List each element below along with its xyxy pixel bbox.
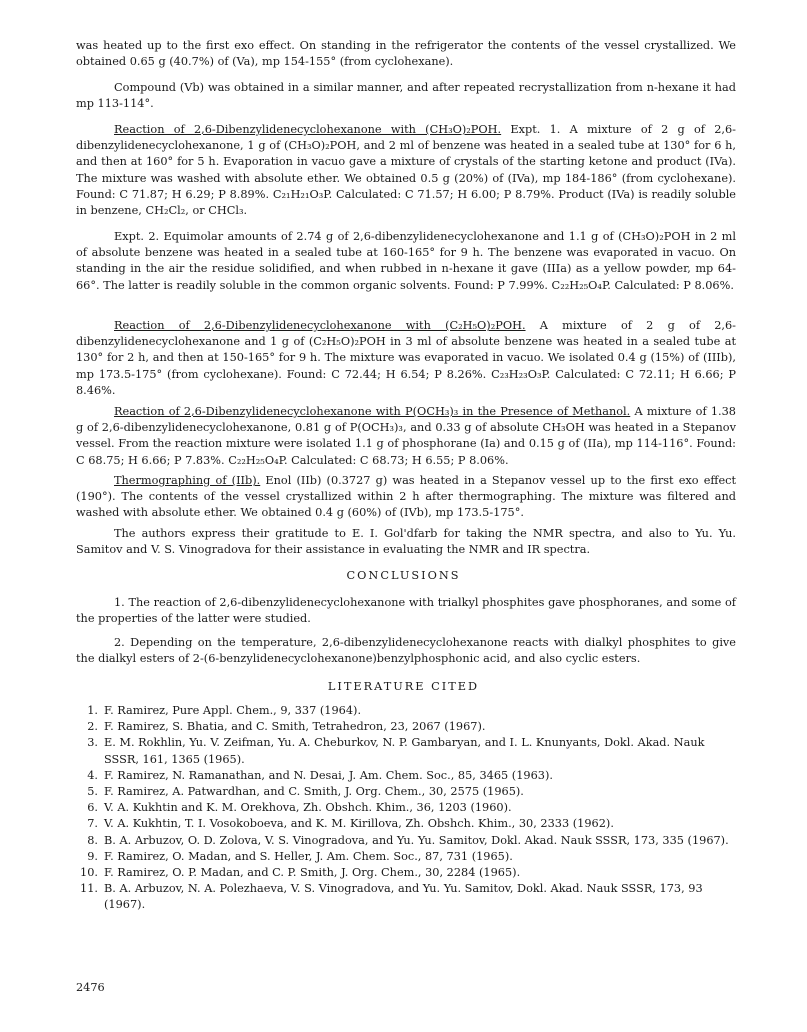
reference-text: F. Ramirez, Pure Appl. Chem., 9, 337 (1964). (104, 704, 362, 717)
reference-number: 2. (87, 720, 98, 734)
reference-item (76, 784, 736, 800)
paragraph-compound-vb: Compound (Vb) was obtained in a similar manner, and after repeated recrystallization from n-hexane it had mp 113-114°. (76, 81, 736, 111)
reference-item (76, 768, 736, 784)
section-heading-thermographing: Thermographing of (IIb). (114, 474, 261, 487)
reference-item (76, 816, 736, 832)
reference-item (76, 719, 736, 735)
reference-item (76, 849, 736, 865)
reference-text: V. A. Kukhtin, T. I. Vosokoboeva, and K. M. Kirillova, Zh. Obshch. Khim., 30, 2333 (1962). (104, 817, 614, 831)
reference-text: B. A. Arbuzov, O. D. Zolova, V. S. Vinogradova, and Yu. Yu. Samitov, Dokl. Akad. Nauk SSSR, 173, 335 (1967). (104, 833, 729, 847)
paragraph-reaction-diethyl (76, 318, 736, 399)
section-body-diethyl: A mixture of 2 g of 2,6-dibenzylidenecyclohexanone and 1 g of (C₂H₅O)₂POH in 3 ml of absolute benzene was heated in a sealed tube at 130° for 2 h, and then at 150-165° for 9 h. The mixture was evaporated in vacuo. We isolated 0.4 g (15%) of (IIIb), mp 173.5-175° (from cyclohexane). Found: C 72.44; H 6.54; P 8.26%. C₂₃H₂₃O₃P. Calculated: C 72.11; H 6.66; P 8.46%. (76, 319, 737, 397)
literature-heading: LITERATURE CITED (327, 680, 480, 693)
reference-number: 4. (87, 768, 98, 782)
reference-item (76, 800, 736, 816)
reference-text: F. Ramirez, N. Ramanathan, and N. Desai, J. Am. Chem. Soc., 85, 3465 (1963). (104, 768, 553, 782)
section-body-thermographing: Enol (IIb) (0.3727 g) was heated in a Stepanov vessel up to the first exo effect (190°). The contents of the vessel crystallized within 2 h after thermographing. The mixture was filtered and washed with absolute ether. We obtained 0.4 g (60%) of (IVb), mp 173.5-175°. (76, 474, 736, 520)
reference-text: E. M. Rokhlin, Yu. V. Zeifman, Yu. A. Cheburkov, N. P. Gambaryan, and I. L. Knunyants, Dokl. Akad. Nauk SSSR, 161, 1365 (1965). (104, 736, 705, 766)
paragraph-continuation: was heated up to the first exo effect. On standing in the refrigerator the contents of the vessel crystallized. We obtained 0.65 g (40.7%) of (Va), mp 154-155° (from cyclohexane). (76, 39, 736, 69)
conclusions-heading: CONCLUSIONS (346, 569, 461, 582)
conclusion-2: 2. Depending on the temperature, 2,6-dibenzylidenecyclohexanone reacts with dialkyl phosphites to give the dialkyl esters of 2-(6-benzylidenecyclohexanone)benzylphosphonic acid, and also cyclic esters. (76, 636, 736, 666)
paragraph-reaction-methanol (76, 404, 736, 469)
section-heading-methanol: Reaction of 2,6-Dibenzylidenecyclohexanone with P(OCH₃)₃ in the Presence of Methanol. (114, 405, 631, 418)
page-number: 2476 (76, 981, 105, 994)
reference-number: 10. (80, 866, 98, 880)
section-body-methanol: A mixture of 1.38 g of 2,6-dibenzylidenecyclohexanone, 0.81 g of P(OCH₃)₃, and 0.33 g of absolute CH₃OH was heated in a Stepanov vessel. From the reaction mixture were isolated 1.1 g of phosphorane (Ia) and 0.15 g of (IIa), mp 114-116°. Found: C 68.75; H 6.66; P 7.83%. C₂₂H₂₅O₄P. Calculated: C 68.73; H 6.55; P 8.06%. (76, 405, 736, 467)
reference-text: F. Ramirez, S. Bhatia, and C. Smith, Tetrahedron, 23, 2067 (1967). (104, 720, 486, 734)
reference-item (76, 833, 736, 849)
paragraph-expt-2: Expt. 2. Equimolar amounts of 2.74 g of 2,6-dibenzylidenecyclohexanone and 1.1 g of (CH₃O)₂POH in 2 ml of absolute benzene was heated in a sealed tube at 160-165° for 9 h. The benzene was evaporated in vacuo. On standing in the air the residue solidified, and when rubbed in n-hexane it gave (IIIa) as a yellow powder, mp 64-66°. The latter is readily soluble in the common organic solvents. Found: P 7.99%. C₂₂H₂₅O₄P. Calculated: P 8.06%. (76, 230, 736, 292)
reference-number: 8. (87, 833, 98, 847)
section-heading-diethyl: Reaction of 2,6-Dibenzylidenecyclohexanone with (C₂H₅O)₂POH. (114, 319, 526, 332)
reference-item (76, 735, 736, 767)
reference-number: 3. (87, 736, 98, 750)
reference-item (76, 703, 736, 719)
reference-number: 9. (87, 849, 98, 863)
reference-text: F. Ramirez, O. P. Madan, and C. P. Smith, J. Org. Chem., 30, 2284 (1965). (104, 866, 521, 880)
reference-text: F. Ramirez, O. Madan, and S. Heller, J. Am. Chem. Soc., 87, 731 (1965). (104, 849, 513, 863)
section-heading-dimethyl: Reaction of 2,6-Dibenzylidenecyclohexanone with (CH₃O)₂POH. (114, 123, 502, 136)
reference-number: 5. (87, 785, 98, 799)
reference-text: B. A. Arbuzov, N. A. Polezhaeva, V. S. Vinogradova, and Yu. Yu. Samitov, Dokl. Akad. Nauk SSSR, 173, 93 (1967). (104, 882, 703, 912)
reference-number: 6. (87, 801, 98, 815)
reference-number: 7. (87, 817, 98, 831)
paragraph-reaction-dimethyl (76, 122, 736, 219)
section-body-dimethyl: Expt. 1. A mixture of 2 g of 2,6-dibenzylidenecyclohexanone, 1 g of (CH₃O)₂POH, and 2 ml of benzene was heated in a sealed tube at 130° for 6 h, and then at 160° for 5 h. Evaporation in vacuo gave a mixture of crystals of the starting ketone and product (IVa). The mixture was washed with absolute ether. We obtained 0.5 g (20%) of (IVa), mp 184-186° (from cyclohexane). Found: C 71.87; H 6.29; P 8.89%. C₂₁H₂₁O₃P. Calculated: C 71.57; H 6.00; P 8.79%. Product (IVa) is readily soluble in benzene, CH₂Cl₂, or CHCl₃. (76, 123, 736, 218)
paragraph-thermographing (76, 473, 736, 522)
reference-text: V. A. Kukhtin and K. M. Orekhova, Zh. Obshch. Khim., 36, 1203 (1960). (104, 801, 512, 815)
reference-number: 11. (80, 882, 98, 896)
reference-item (76, 881, 736, 913)
reference-number: 1. (87, 704, 98, 717)
paragraph-acknowledgements: The authors express their gratitude to E. I. Gol'dfarb for taking the NMR spectra, and also to Yu. Yu. Samitov and V. S. Vinogradova for their assistance in evaluating the NMR and IR spectra. (76, 527, 736, 557)
reference-text: F. Ramirez, A. Patwardhan, and C. Smith, J. Org. Chem., 30, 2575 (1965). (104, 785, 524, 799)
reference-list (76, 703, 736, 914)
reference-item (76, 865, 736, 881)
conclusion-1: 1. The reaction of 2,6-dibenzylidenecyclohexanone with trialkyl phosphites gave phosphoranes, and some of the properties of the latter were studied. (76, 596, 736, 626)
